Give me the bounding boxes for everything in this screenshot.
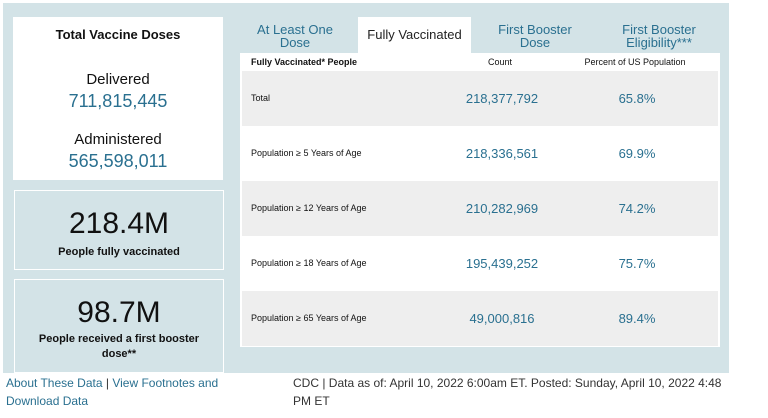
row-label: Population ≥ 12 Years of Age — [251, 203, 367, 213]
booster-summary — [14, 279, 224, 373]
about-data-link[interactable]: About These Data — [6, 376, 103, 390]
data-table — [240, 53, 720, 347]
tab-first-booster-dose[interactable] — [480, 17, 590, 53]
delivered-value: 711,815,445 — [68, 91, 168, 111]
row-label: Population ≥ 5 Years of Age — [251, 148, 362, 158]
column-header-group: Fully Vaccinated* People — [251, 57, 358, 67]
column-header-count: Count — [487, 57, 513, 67]
row-count: 218,377,792 — [465, 91, 539, 106]
delivered-label: Delivered — [86, 71, 150, 88]
doses-title: Total Vaccine Doses — [55, 27, 181, 42]
table-row — [242, 71, 718, 126]
row-count: 195,439,252 — [465, 256, 539, 271]
row-percent: 74.2% — [618, 201, 656, 216]
tab-label: Fully Vaccinated — [367, 27, 462, 42]
row-percent: 65.8% — [618, 91, 656, 106]
row-label: Total — [251, 93, 271, 103]
tab-bar — [240, 17, 720, 53]
tab-label: At Least One Dose — [257, 22, 333, 50]
table-row — [242, 291, 718, 346]
row-count: 218,336,561 — [465, 146, 539, 161]
tab-label: First Booster Dose — [498, 22, 572, 50]
footnotes-download-link[interactable]: View Footnotes and Download Data — [6, 376, 219, 408]
table-row — [242, 181, 718, 236]
row-percent: 89.4% — [618, 311, 656, 326]
row-percent: 75.7% — [618, 256, 656, 271]
summary-value: 218.4M — [68, 207, 170, 240]
tab-first-booster-eligibility[interactable] — [598, 17, 720, 53]
summary-value: 98.7M — [77, 296, 161, 329]
data-timestamp-note: CDC | Data as of: April 10, 2022 6:00am ET. Posted: Sunday, April 10, 2022 4:48 PM ET — [293, 376, 722, 408]
summary-label: People received a first booster dose** — [38, 333, 200, 360]
footer-separator: | — [105, 376, 109, 390]
footer-links — [6, 374, 256, 410]
table-row — [242, 236, 718, 291]
row-count: 49,000,816 — [469, 311, 535, 326]
administered-label: Administered — [74, 131, 162, 148]
row-count: 210,282,969 — [465, 201, 539, 216]
column-header-percent: Percent of US Population — [584, 57, 686, 67]
tab-label: First Booster Eligibility*** — [622, 22, 696, 50]
row-label: Population ≥ 18 Years of Age — [251, 258, 367, 268]
summary-label: People fully vaccinated — [58, 246, 180, 258]
row-label: Population ≥ 65 Years of Age — [251, 313, 367, 323]
fully-vaccinated-summary — [14, 190, 224, 270]
total-doses-card — [13, 17, 223, 180]
tab-at-least-one-dose[interactable] — [240, 17, 350, 53]
tab-fully-vaccinated[interactable] — [358, 17, 471, 53]
administered-value: 565,598,011 — [68, 151, 168, 171]
table-row — [242, 126, 718, 181]
row-percent: 69.9% — [618, 146, 656, 161]
